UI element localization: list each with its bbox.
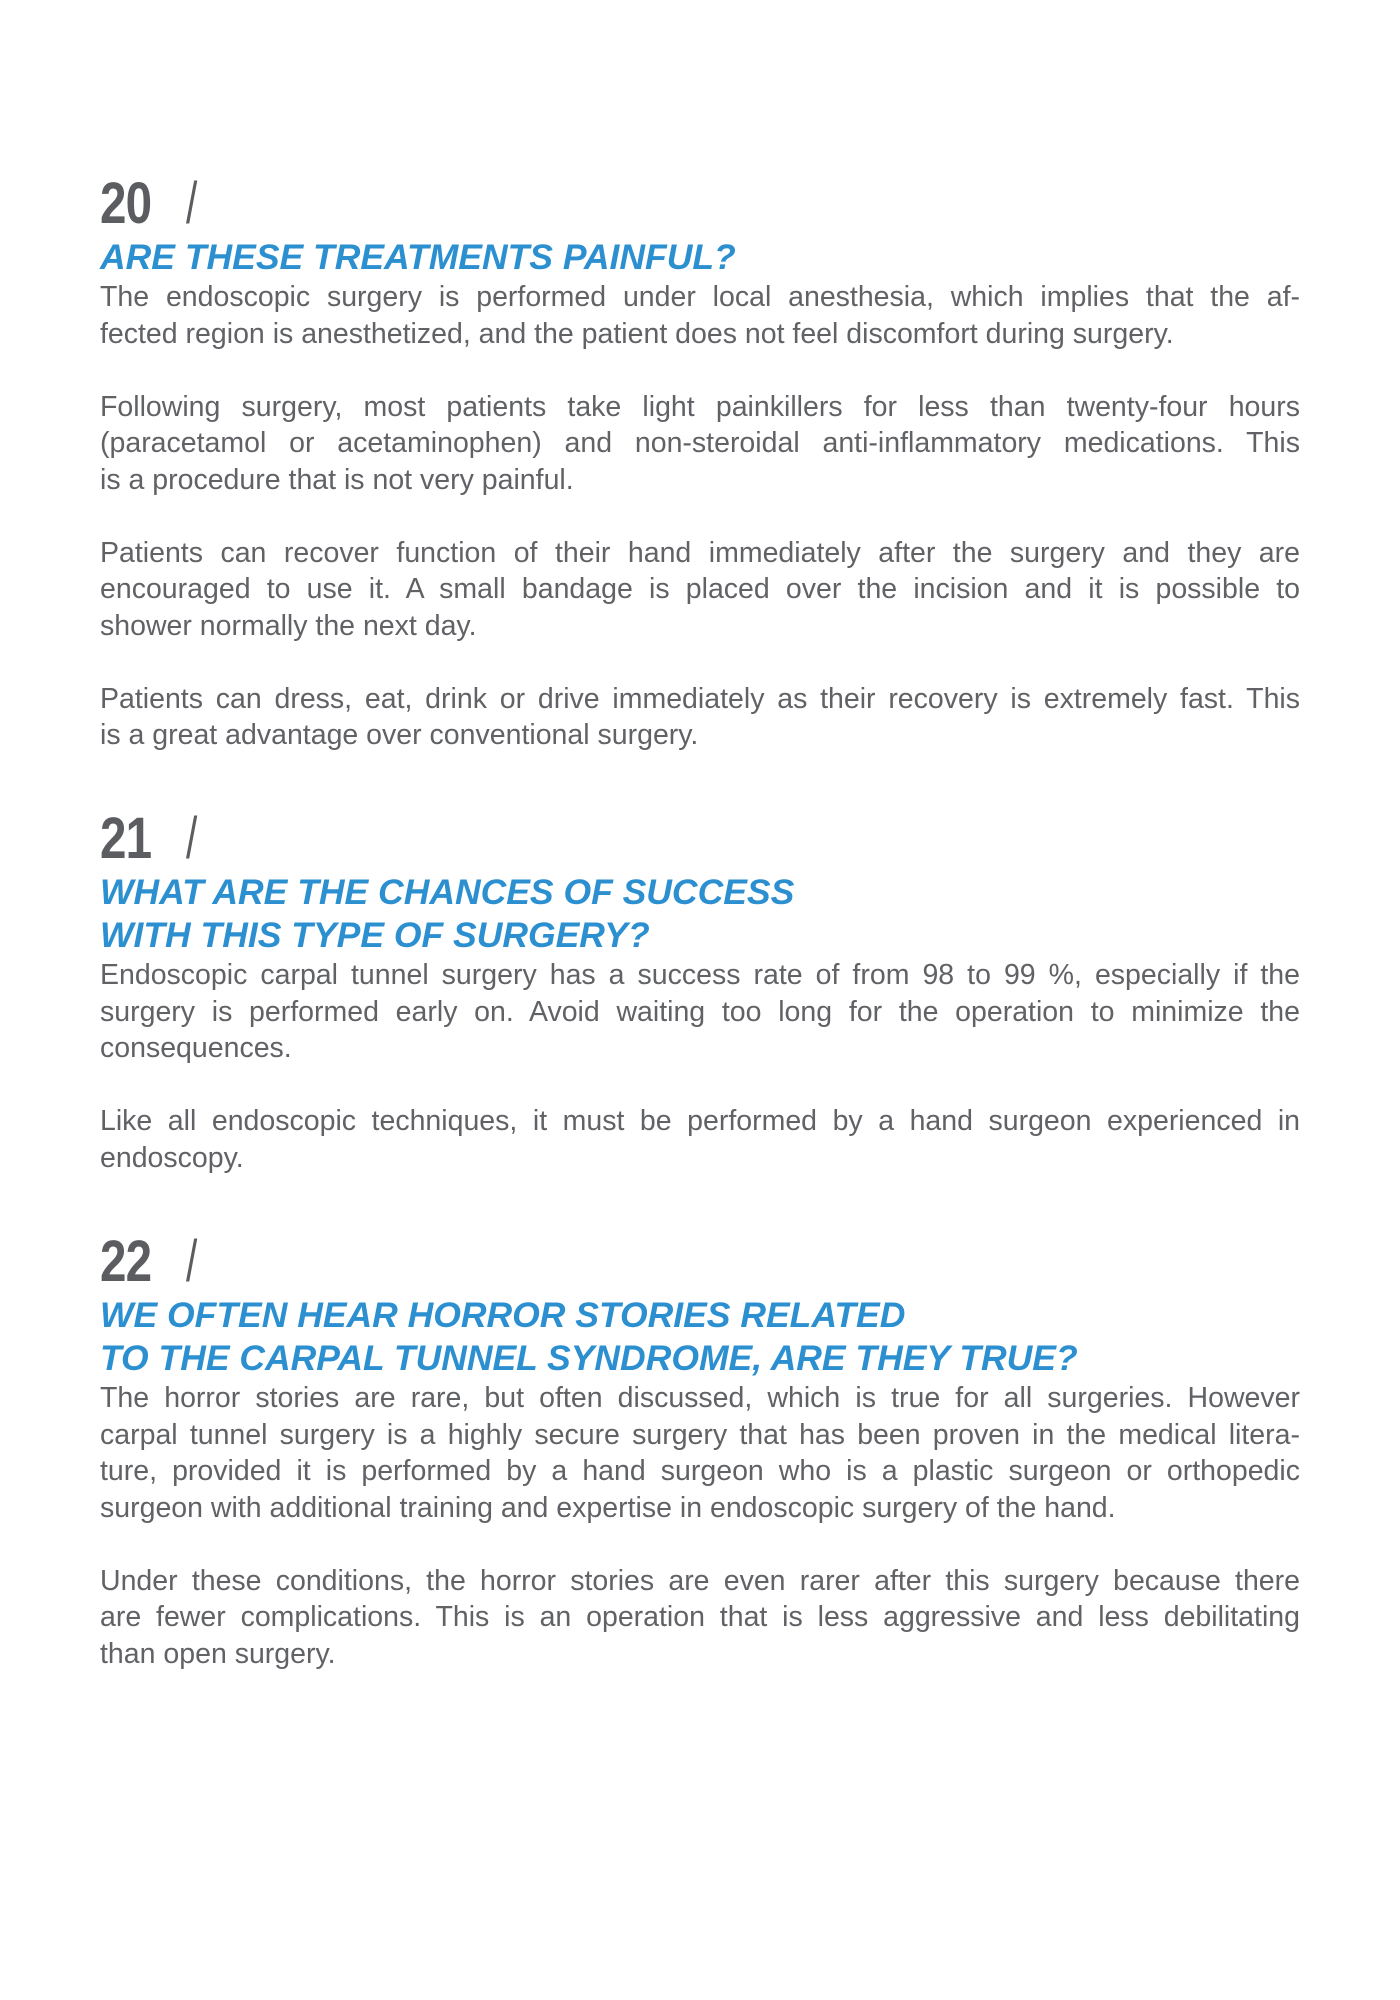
paragraph-line: Following surgery, most patients take light painkillers for less than twenty-four hours [100,390,1300,423]
question-title-line: WITH THIS TYPE OF SURGERY? [100,915,650,955]
question-title-line: WHAT ARE THE CHANCES OF SUCCESS [100,872,795,912]
section-21 [100,807,1300,1213]
question-title-line: ARE THESE TREATMENTS PAINFUL? [100,237,736,277]
answer-paragraph [100,535,1300,645]
answer-paragraph [100,681,1300,754]
paragraph-line: surgeon with additional training and expertise in endoscopic surgery of the hand. [100,1491,1116,1524]
answer-paragraph [100,279,1300,352]
section-number-line [100,1230,1300,1294]
answer-paragraph [100,957,1300,1067]
paragraph-line: surgery is performed early on. Avoid waiting too long for the operation to minimize the [100,995,1300,1028]
paragraph-line: encouraged to use it. A small bandage is placed over the incision and it is possible to [100,573,1300,605]
paragraph-line: ture, provided it is performed by a hand surgeon who is a plastic surgeon or orthopedic [100,1455,1300,1487]
paragraph-line: The endoscopic surgery is performed under local anesthesia, which implies that the af- [100,281,1300,313]
answer-paragraph [100,1563,1300,1673]
paragraph-line: endoscopy. [100,1141,244,1174]
question-title [100,236,1300,279]
answer-paragraph [100,1380,1300,1526]
paragraph-line: fected region is anesthetized, and the patient does not feel discomfort during surgery. [100,317,1174,350]
paragraph-line: than open surgery. [100,1637,336,1670]
paragraph-line: are fewer complications. This is an operation that is less aggressive and less debilitating [100,1601,1300,1633]
question-title-line: TO THE CARPAL TUNNEL SYNDROME, ARE THEY TRUE? [100,1338,1078,1378]
answer-paragraph [100,1103,1300,1176]
question-title-line: WE OFTEN HEAR HORROR STORIES RELATED [100,1295,906,1335]
paragraph-line: is a great advantage over conventional surgery. [100,719,699,751]
paragraph-line: Patients can recover function of their hand immediately after the surgery and they are [100,536,1300,569]
paragraph-line: carpal tunnel surgery is a highly secure surgery that has been proven in the medical litera- [100,1418,1300,1451]
section-22 [100,1230,1300,1709]
question-title [100,871,1300,957]
paragraph-line: (paracetamol or acetaminophen) and non-steroidal anti-inflammatory medications. This [100,427,1300,459]
paragraph-line: Like all endoscopic techniques, it must be performed by a hand surgeon experienced in [100,1105,1300,1137]
paragraph-line: shower normally the next day. [100,609,477,642]
paragraph-line: consequences. [100,1032,292,1064]
section-number-line [100,172,1300,236]
section-number: 20 [100,171,152,236]
section-slash: / [186,806,197,871]
paragraph-line: is a procedure that is not very painful. [100,463,574,496]
paragraph-line: Under these conditions, the horror stories are even rarer after this surgery because there [100,1564,1300,1597]
paragraph-line: Patients can dress, eat, drink or drive immediately as their recovery is extremely fast. This [100,682,1300,715]
answer-paragraph [100,389,1300,499]
section-number: 22 [100,1229,152,1294]
section-slash: / [186,171,197,236]
section-20 [100,172,1300,790]
section-slash: / [186,1229,197,1294]
section-number: 21 [100,806,152,871]
section-number-line [100,807,1300,871]
question-title [100,1294,1300,1380]
paragraph-line: The horror stories are rare, but often discussed, which is true for all surgeries. However [100,1382,1300,1414]
paragraph-line: Endoscopic carpal tunnel surgery has a success rate of from 98 to 99 %, especially if the [100,959,1300,991]
